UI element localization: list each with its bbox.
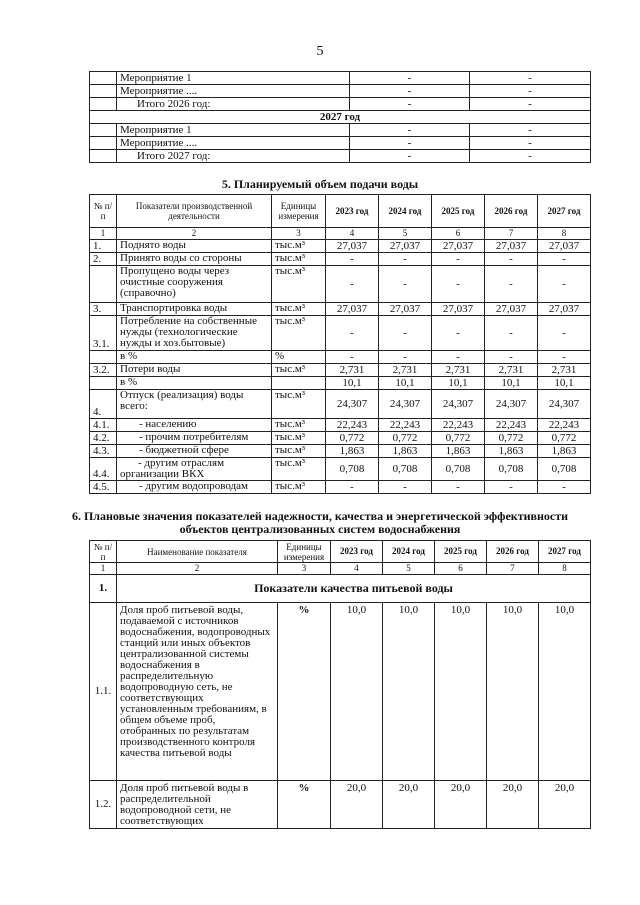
column-number-row (90, 563, 591, 575)
indicator-name: Доля проб питьевой воды, подаваемой с источников водоснабжения, водопроводных станций или иных объектов централизованной системы водоснабжения в распределительную водопроводную сеть, не соответствующих установленным требованиям, в общем объеме проб, отобранных по результатам производственного контроля качества питьевой воды (117, 603, 278, 781)
indicator-name: Потери воды (117, 364, 272, 377)
cell-value: 27,037 (538, 303, 591, 316)
table-row (90, 432, 591, 445)
row-number: 4.4. (90, 458, 117, 481)
unit: % (278, 603, 331, 781)
table-row (90, 458, 591, 481)
cell-value: - (470, 98, 591, 111)
cell-value: - (326, 481, 379, 494)
cell-value: 10,0 (383, 603, 435, 781)
cell-value: 0,708 (538, 458, 591, 481)
unit: тыс.м³ (272, 390, 326, 419)
cell-value: - (432, 351, 485, 364)
cell-value: 10,0 (487, 603, 539, 781)
cell-value: 27,037 (538, 240, 591, 253)
col-header: 2023 год (326, 195, 379, 228)
indicator-name: Пропущено воды через очистные сооружения (справочно) (117, 266, 272, 303)
unit: % (272, 351, 326, 364)
cell-value: 10,1 (379, 377, 432, 390)
col-number: 3 (278, 563, 331, 575)
col-header: 2024 год (383, 541, 435, 563)
cell-value: 22,243 (538, 419, 591, 432)
unit: тыс.м³ (272, 266, 326, 303)
cell-value: - (485, 351, 538, 364)
cell-value: 24,307 (432, 390, 485, 419)
table-row (90, 240, 591, 253)
col-number: 4 (326, 228, 379, 240)
col-number: 4 (331, 563, 383, 575)
row-number: 2. (90, 253, 117, 266)
cell-value: 27,037 (379, 303, 432, 316)
cell-value: - (538, 316, 591, 351)
cell-value: 0,772 (432, 432, 485, 445)
col-number: 7 (487, 563, 539, 575)
indicators-table (89, 540, 591, 829)
cell-value: 10,1 (326, 377, 379, 390)
table-row (90, 364, 591, 377)
cell-value: - (350, 137, 470, 150)
col-header: 2023 год (331, 541, 383, 563)
col-number: 3 (272, 228, 326, 240)
cell-value: 1,863 (538, 445, 591, 458)
table-row (90, 150, 591, 163)
cell-value: 0,772 (485, 432, 538, 445)
cell-value: 20,0 (487, 781, 539, 829)
cell-value: 27,037 (485, 240, 538, 253)
table-row (90, 85, 591, 98)
col-number: 2 (117, 228, 272, 240)
cell-value: 2,731 (432, 364, 485, 377)
year-heading: 2027 год (90, 111, 591, 124)
cell-value: - (350, 72, 470, 85)
water-supply-rows (90, 240, 591, 494)
cell-value: 0,772 (326, 432, 379, 445)
cell-value: 10,0 (539, 603, 591, 781)
cell-value: 2,731 (485, 364, 538, 377)
group-row (90, 575, 591, 603)
row-number (90, 351, 117, 364)
unit: тыс.м³ (272, 445, 326, 458)
group-title: Показатели качества питьевой воды (117, 575, 591, 603)
year-row (90, 111, 591, 124)
table-row (90, 481, 591, 494)
cell-value: 0,708 (432, 458, 485, 481)
group-number: 1. (90, 575, 117, 603)
total-label: Итого 2026 год: (117, 98, 350, 111)
col-header: 2024 год (379, 195, 432, 228)
unit (272, 377, 326, 390)
table-row (90, 303, 591, 316)
cell-value: 0,708 (379, 458, 432, 481)
cell-value: - (470, 150, 591, 163)
unit: тыс.м³ (272, 419, 326, 432)
cell-value: 2,731 (326, 364, 379, 377)
cell-value: - (432, 316, 485, 351)
cell-value: - (432, 481, 485, 494)
table-row (90, 781, 591, 829)
cell-value: - (470, 137, 591, 150)
cell-value: 0,772 (379, 432, 432, 445)
unit: тыс.м³ (272, 432, 326, 445)
cell-value: - (326, 266, 379, 303)
unit: тыс.м³ (272, 316, 326, 351)
table-row (90, 316, 591, 351)
cell-value: 22,243 (432, 419, 485, 432)
cell-value: 27,037 (432, 240, 485, 253)
cell-value: - (432, 253, 485, 266)
table-row (90, 445, 591, 458)
cell-value: - (379, 351, 432, 364)
top-table (89, 71, 591, 163)
col-number: 8 (539, 563, 591, 575)
col-number: 1 (90, 563, 117, 575)
col-header: № п/п (90, 541, 117, 563)
cell-value: - (470, 72, 591, 85)
col-number: 5 (379, 228, 432, 240)
cell-value: 0,708 (326, 458, 379, 481)
cell-value: 24,307 (538, 390, 591, 419)
cell-value: - (470, 85, 591, 98)
indicator-name: в % (117, 377, 272, 390)
measure-name: Мероприятие 1 (117, 124, 350, 137)
cell-value: - (350, 98, 470, 111)
total-label: Итого 2027 год: (117, 150, 350, 163)
row-number: 3.2. (90, 364, 117, 377)
cell-value: 2,731 (379, 364, 432, 377)
cell-value: 27,037 (432, 303, 485, 316)
unit: тыс.м³ (272, 458, 326, 481)
table-row (90, 124, 591, 137)
cell-value: 10,0 (435, 603, 487, 781)
table-row (90, 72, 591, 85)
cell-value: - (326, 316, 379, 351)
col-number: 8 (538, 228, 591, 240)
unit: тыс.м³ (272, 240, 326, 253)
table-row (90, 137, 591, 150)
indicator-name: Принято воды со стороны (117, 253, 272, 266)
section5-title: 5. Планируемый объем подачи воды (221, 177, 419, 191)
cell-value: 20,0 (383, 781, 435, 829)
cell-value: 1,863 (432, 445, 485, 458)
cell-value: - (470, 124, 591, 137)
col-header: Единицы измерения (278, 541, 331, 563)
header-row (90, 541, 591, 563)
cell-value: - (379, 481, 432, 494)
cell-value: 22,243 (485, 419, 538, 432)
table-row (90, 419, 591, 432)
row-number (90, 266, 117, 303)
col-number: 6 (432, 228, 485, 240)
row-number: 1.2. (90, 781, 117, 829)
cell-value: 20,0 (331, 781, 383, 829)
row-number: 3. (90, 303, 117, 316)
header-row (90, 195, 591, 228)
col-header: 2026 год (487, 541, 539, 563)
cell-value: 27,037 (485, 303, 538, 316)
cell-value: - (485, 266, 538, 303)
col-header: 2027 год (539, 541, 591, 563)
col-header: 2025 год (432, 195, 485, 228)
cell-value: - (326, 351, 379, 364)
cell-value: 10,1 (485, 377, 538, 390)
indicator-name: Потребление на собственные нужды (технологические нужды и хоз.бытовые) (117, 316, 272, 351)
section6-title-line2: объектов централизованных систем водоснабжения (179, 522, 461, 536)
indicator-name: - прочим потребителям (117, 432, 272, 445)
cell-value: - (485, 253, 538, 266)
indicator-name: - бюджетной сфере (117, 445, 272, 458)
indicator-name: Транспортировка воды (117, 303, 272, 316)
col-header: № п/п (90, 195, 117, 228)
cell-value: - (350, 124, 470, 137)
table-row (90, 390, 591, 419)
unit: % (278, 781, 331, 829)
cell-value: 20,0 (539, 781, 591, 829)
cell-value: - (326, 253, 379, 266)
indicator-name: в % (117, 351, 272, 364)
table-row (90, 253, 591, 266)
measure-name: Мероприятие .... (117, 137, 350, 150)
cell-value: - (379, 316, 432, 351)
indicator-name: - населению (117, 419, 272, 432)
cell-value: 22,243 (379, 419, 432, 432)
col-header: Наименование показателя (117, 541, 278, 563)
cell-value: - (538, 266, 591, 303)
col-header: 2026 год (485, 195, 538, 228)
cell-value: 10,0 (331, 603, 383, 781)
col-number: 6 (435, 563, 487, 575)
table-row (90, 377, 591, 390)
table-row (90, 603, 591, 781)
table-row (90, 266, 591, 303)
cell-value: 2,731 (538, 364, 591, 377)
cell-value: 24,307 (379, 390, 432, 419)
cell-value: - (538, 481, 591, 494)
cell-value: 0,772 (538, 432, 591, 445)
table-row (90, 351, 591, 364)
page-number: 5 (316, 44, 324, 59)
indicator-name: Поднято воды (117, 240, 272, 253)
cell-value: - (538, 253, 591, 266)
col-header: 2025 год (435, 541, 487, 563)
cell-value: - (379, 266, 432, 303)
cell-value: - (485, 481, 538, 494)
row-number: 1. (90, 240, 117, 253)
col-header: Показатели производственной деятельности (117, 195, 272, 228)
row-number: 4. (90, 390, 117, 419)
indicator-name: - другим отраслям организации ВКХ (117, 458, 272, 481)
cell-value: - (538, 351, 591, 364)
cell-value: - (350, 150, 470, 163)
cell-value: 24,307 (485, 390, 538, 419)
cell-value: 1,863 (379, 445, 432, 458)
col-number: 2 (117, 563, 278, 575)
cell-value: 22,243 (326, 419, 379, 432)
unit: тыс.м³ (272, 481, 326, 494)
unit: тыс.м³ (272, 364, 326, 377)
cell-value: 24,307 (326, 390, 379, 419)
cell-value: 20,0 (435, 781, 487, 829)
cell-value: 1,863 (326, 445, 379, 458)
row-number: 1.1. (90, 603, 117, 781)
col-number: 7 (485, 228, 538, 240)
water-supply-table (89, 194, 591, 494)
cell-value: - (485, 316, 538, 351)
cell-value: - (379, 253, 432, 266)
indicator-name: - другим водопроводам (117, 481, 272, 494)
row-number: 4.5. (90, 481, 117, 494)
row-number (90, 377, 117, 390)
row-number: 4.3. (90, 445, 117, 458)
indicator-name: Доля проб питьевой воды в распределительной водопроводной сети, не соответствующих (117, 781, 278, 829)
cell-value: 10,1 (538, 377, 591, 390)
col-header: Единицы измерения (272, 195, 326, 228)
row-number: 4.2. (90, 432, 117, 445)
measure-name: Мероприятие 1 (117, 72, 350, 85)
cell-value: - (432, 266, 485, 303)
cell-value: 10,1 (432, 377, 485, 390)
row-number: 3.1. (90, 316, 117, 351)
cell-value: 27,037 (326, 303, 379, 316)
measure-name: Мероприятие .... (117, 85, 350, 98)
cell-value: 27,037 (326, 240, 379, 253)
unit: тыс.м³ (272, 253, 326, 266)
cell-value: 27,037 (379, 240, 432, 253)
cell-value: 0,708 (485, 458, 538, 481)
table-row (90, 98, 591, 111)
unit: тыс.м³ (272, 303, 326, 316)
cell-value: - (350, 85, 470, 98)
section6-title-line1: 6. Плановые значения показателей надежности, качества и энергетической эффективности (71, 509, 569, 523)
col-number: 5 (383, 563, 435, 575)
column-number-row (90, 228, 591, 240)
indicator-name: Отпуск (реализация) воды всего: (117, 390, 272, 419)
col-header: 2027 год (538, 195, 591, 228)
row-number: 4.1. (90, 419, 117, 432)
col-number: 1 (90, 228, 117, 240)
cell-value: 1,863 (485, 445, 538, 458)
